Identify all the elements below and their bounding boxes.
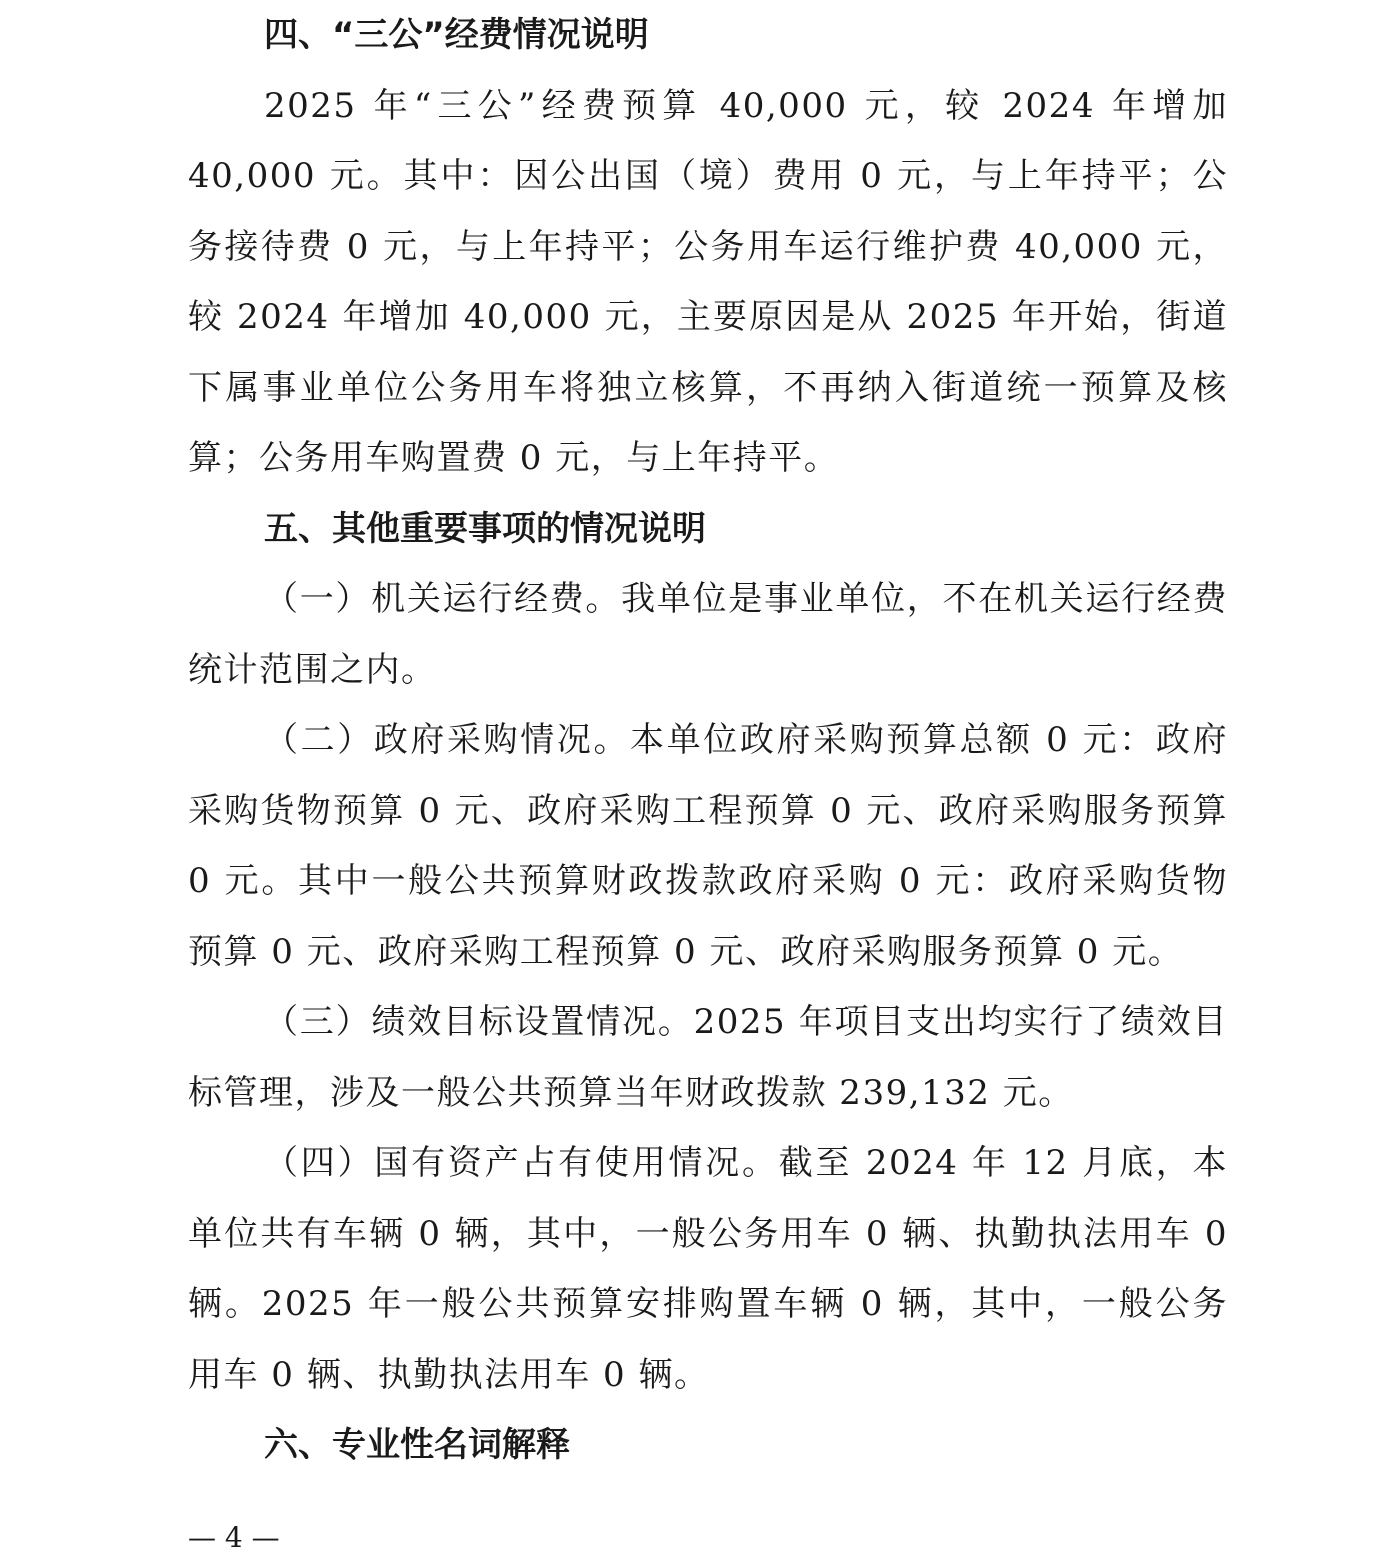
section-heading-sangong: 四、“三公”经费情况说明 — [264, 15, 649, 55]
paragraph-performance-goals: （三）绩效目标设置情况。2025 年项目支出均实行了绩效目标管理，涉及一般公共预算当年财政拨款 239,132 元。 — [188, 1002, 1228, 1113]
page-number: — 4 — — [188, 1521, 280, 1554]
section-heading-other-matters: 五、其他重要事项的情况说明 — [264, 508, 706, 549]
section-heading-glossary: 六、专业性名词解释 — [264, 1425, 570, 1465]
document-body — [188, 0, 1228, 1481]
paragraph-state-assets: （四）国有资产占有使用情况。截至 2024 年 12 月底，本单位共有车辆 0 辆，其中，一般公务用车 0 辆、执勤执法用车 0 辆。2025 年一般公共预算安排购置车辆 0 辆，其中，一般公务用车 0 辆、执勤执法用车 0 辆。 — [188, 1143, 1228, 1395]
paragraph-government-procurement: （二）政府采购情况。本单位政府采购预算总额 0 元：政府采购货物预算 0 元、政府采购工程预算 0 元、政府采购服务预算 0 元。其中一般公共预算财政拨款政府采购 0 元：政府采购货物预算 0 元、政府采购工程预算 0 元、政府采购服务预算 0 元。 — [188, 720, 1228, 972]
paragraph-operating-funds: （一）机关运行经费。我单位是事业单位，不在机关运行经费统计范围之内。 — [188, 579, 1228, 690]
paragraph-sangong-budget: 2025 年“三公”经费预算 40,000 元，较 2024 年增加 40,000 元。其中：因公出国（境）费用 0 元，与上年持平；公务接待费 0 元，与上年持平；公务用车运行维护费 40,000 元，较 2024 年增加 40,000 元，主要原因是从 2025 年开始，街道下属事业单位公务用车将独立核算，不再纳入街道统一预算及核算；公务用车购置费 0 元，与上年持平。 — [188, 85, 1228, 478]
